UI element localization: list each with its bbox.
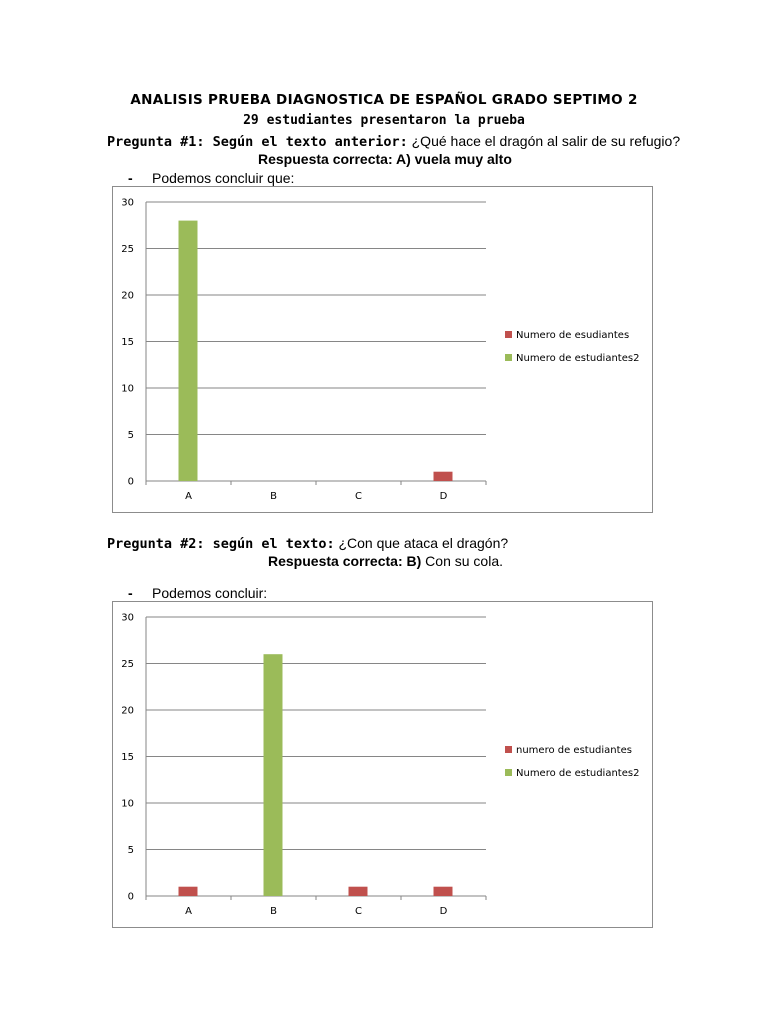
conclusion-2 bbox=[128, 585, 267, 601]
bar-a-series-2 bbox=[179, 221, 198, 481]
y-tick-label: 30 bbox=[121, 197, 134, 209]
bar-d-series-1 bbox=[434, 887, 453, 896]
legend-label-1: numero de estudiantes bbox=[516, 745, 632, 756]
bullet-dash: - bbox=[128, 170, 133, 186]
y-tick-label: 10 bbox=[121, 798, 134, 810]
bar-b-series-2 bbox=[264, 654, 283, 896]
bar-c-series-1 bbox=[349, 887, 368, 896]
y-tick-label: 0 bbox=[127, 476, 134, 488]
legend-swatch-2 bbox=[505, 769, 512, 776]
answer-1-label: Respuesta correcta: A) vuela muy alto bbox=[258, 151, 512, 167]
y-tick-label: 25 bbox=[121, 244, 134, 255]
x-tick-label: C bbox=[355, 906, 362, 917]
x-tick-label: C bbox=[355, 491, 362, 502]
bar-d-series-1 bbox=[434, 472, 453, 481]
chart-1 bbox=[112, 186, 653, 513]
answer-2 bbox=[268, 553, 503, 569]
y-tick-label: 20 bbox=[121, 705, 134, 717]
y-tick-label: 5 bbox=[127, 430, 134, 441]
y-tick-label: 15 bbox=[121, 752, 134, 763]
answer-1 bbox=[258, 151, 512, 167]
answer-2-text: Con su cola. bbox=[421, 553, 503, 569]
chart-2-svg bbox=[113, 602, 652, 927]
document-title: ANALISIS PRUEBA DIAGNOSTICA DE ESPAÑOL GRADO SEPTIMO 2 bbox=[130, 92, 638, 108]
x-tick-label: A bbox=[185, 491, 192, 502]
question-2-lead: Pregunta #2: según el texto: bbox=[107, 536, 335, 552]
x-tick-label: D bbox=[439, 906, 448, 917]
y-tick-label: 30 bbox=[121, 612, 134, 624]
answer-2-label: Respuesta correcta: B) bbox=[268, 553, 422, 569]
bar-a-series-1 bbox=[179, 887, 198, 896]
bullet-dash: - bbox=[128, 585, 133, 601]
x-tick-label: D bbox=[439, 491, 448, 502]
question-1-lead: Pregunta #1: Según el texto anterior: bbox=[107, 134, 408, 150]
y-tick-label: 15 bbox=[121, 337, 134, 348]
y-tick-label: 10 bbox=[121, 383, 134, 395]
conclusion-2-text: Podemos concluir: bbox=[152, 585, 268, 601]
x-tick-label: B bbox=[270, 491, 277, 502]
y-tick-label: 5 bbox=[127, 845, 134, 856]
chart-2 bbox=[112, 601, 653, 928]
x-tick-label: A bbox=[185, 906, 192, 917]
y-tick-label: 0 bbox=[127, 891, 134, 903]
legend-swatch-1 bbox=[505, 746, 512, 753]
question-2 bbox=[107, 535, 508, 552]
document-subtitle: 29 estudiantes presentaron la prueba bbox=[243, 113, 525, 128]
legend-label-2: Numero de estudiantes2 bbox=[516, 353, 640, 364]
chart-1-svg bbox=[113, 187, 652, 512]
legend-label-1: Numero de esudiantes bbox=[516, 330, 630, 341]
conclusion-1-text: Podemos concluir que: bbox=[152, 170, 295, 186]
legend-swatch-2 bbox=[505, 354, 512, 361]
question-2-text: ¿Con que ataca el dragón? bbox=[334, 535, 509, 551]
legend-swatch-1 bbox=[505, 331, 512, 338]
question-1-text: ¿Qué hace el dragón al salir de su refugio? bbox=[407, 133, 681, 149]
conclusion-1 bbox=[128, 170, 294, 186]
y-tick-label: 20 bbox=[121, 290, 134, 302]
x-tick-label: B bbox=[270, 906, 277, 917]
y-tick-label: 25 bbox=[121, 659, 134, 670]
legend-label-2: Numero de estudiantes2 bbox=[516, 768, 640, 779]
question-1 bbox=[107, 133, 680, 150]
